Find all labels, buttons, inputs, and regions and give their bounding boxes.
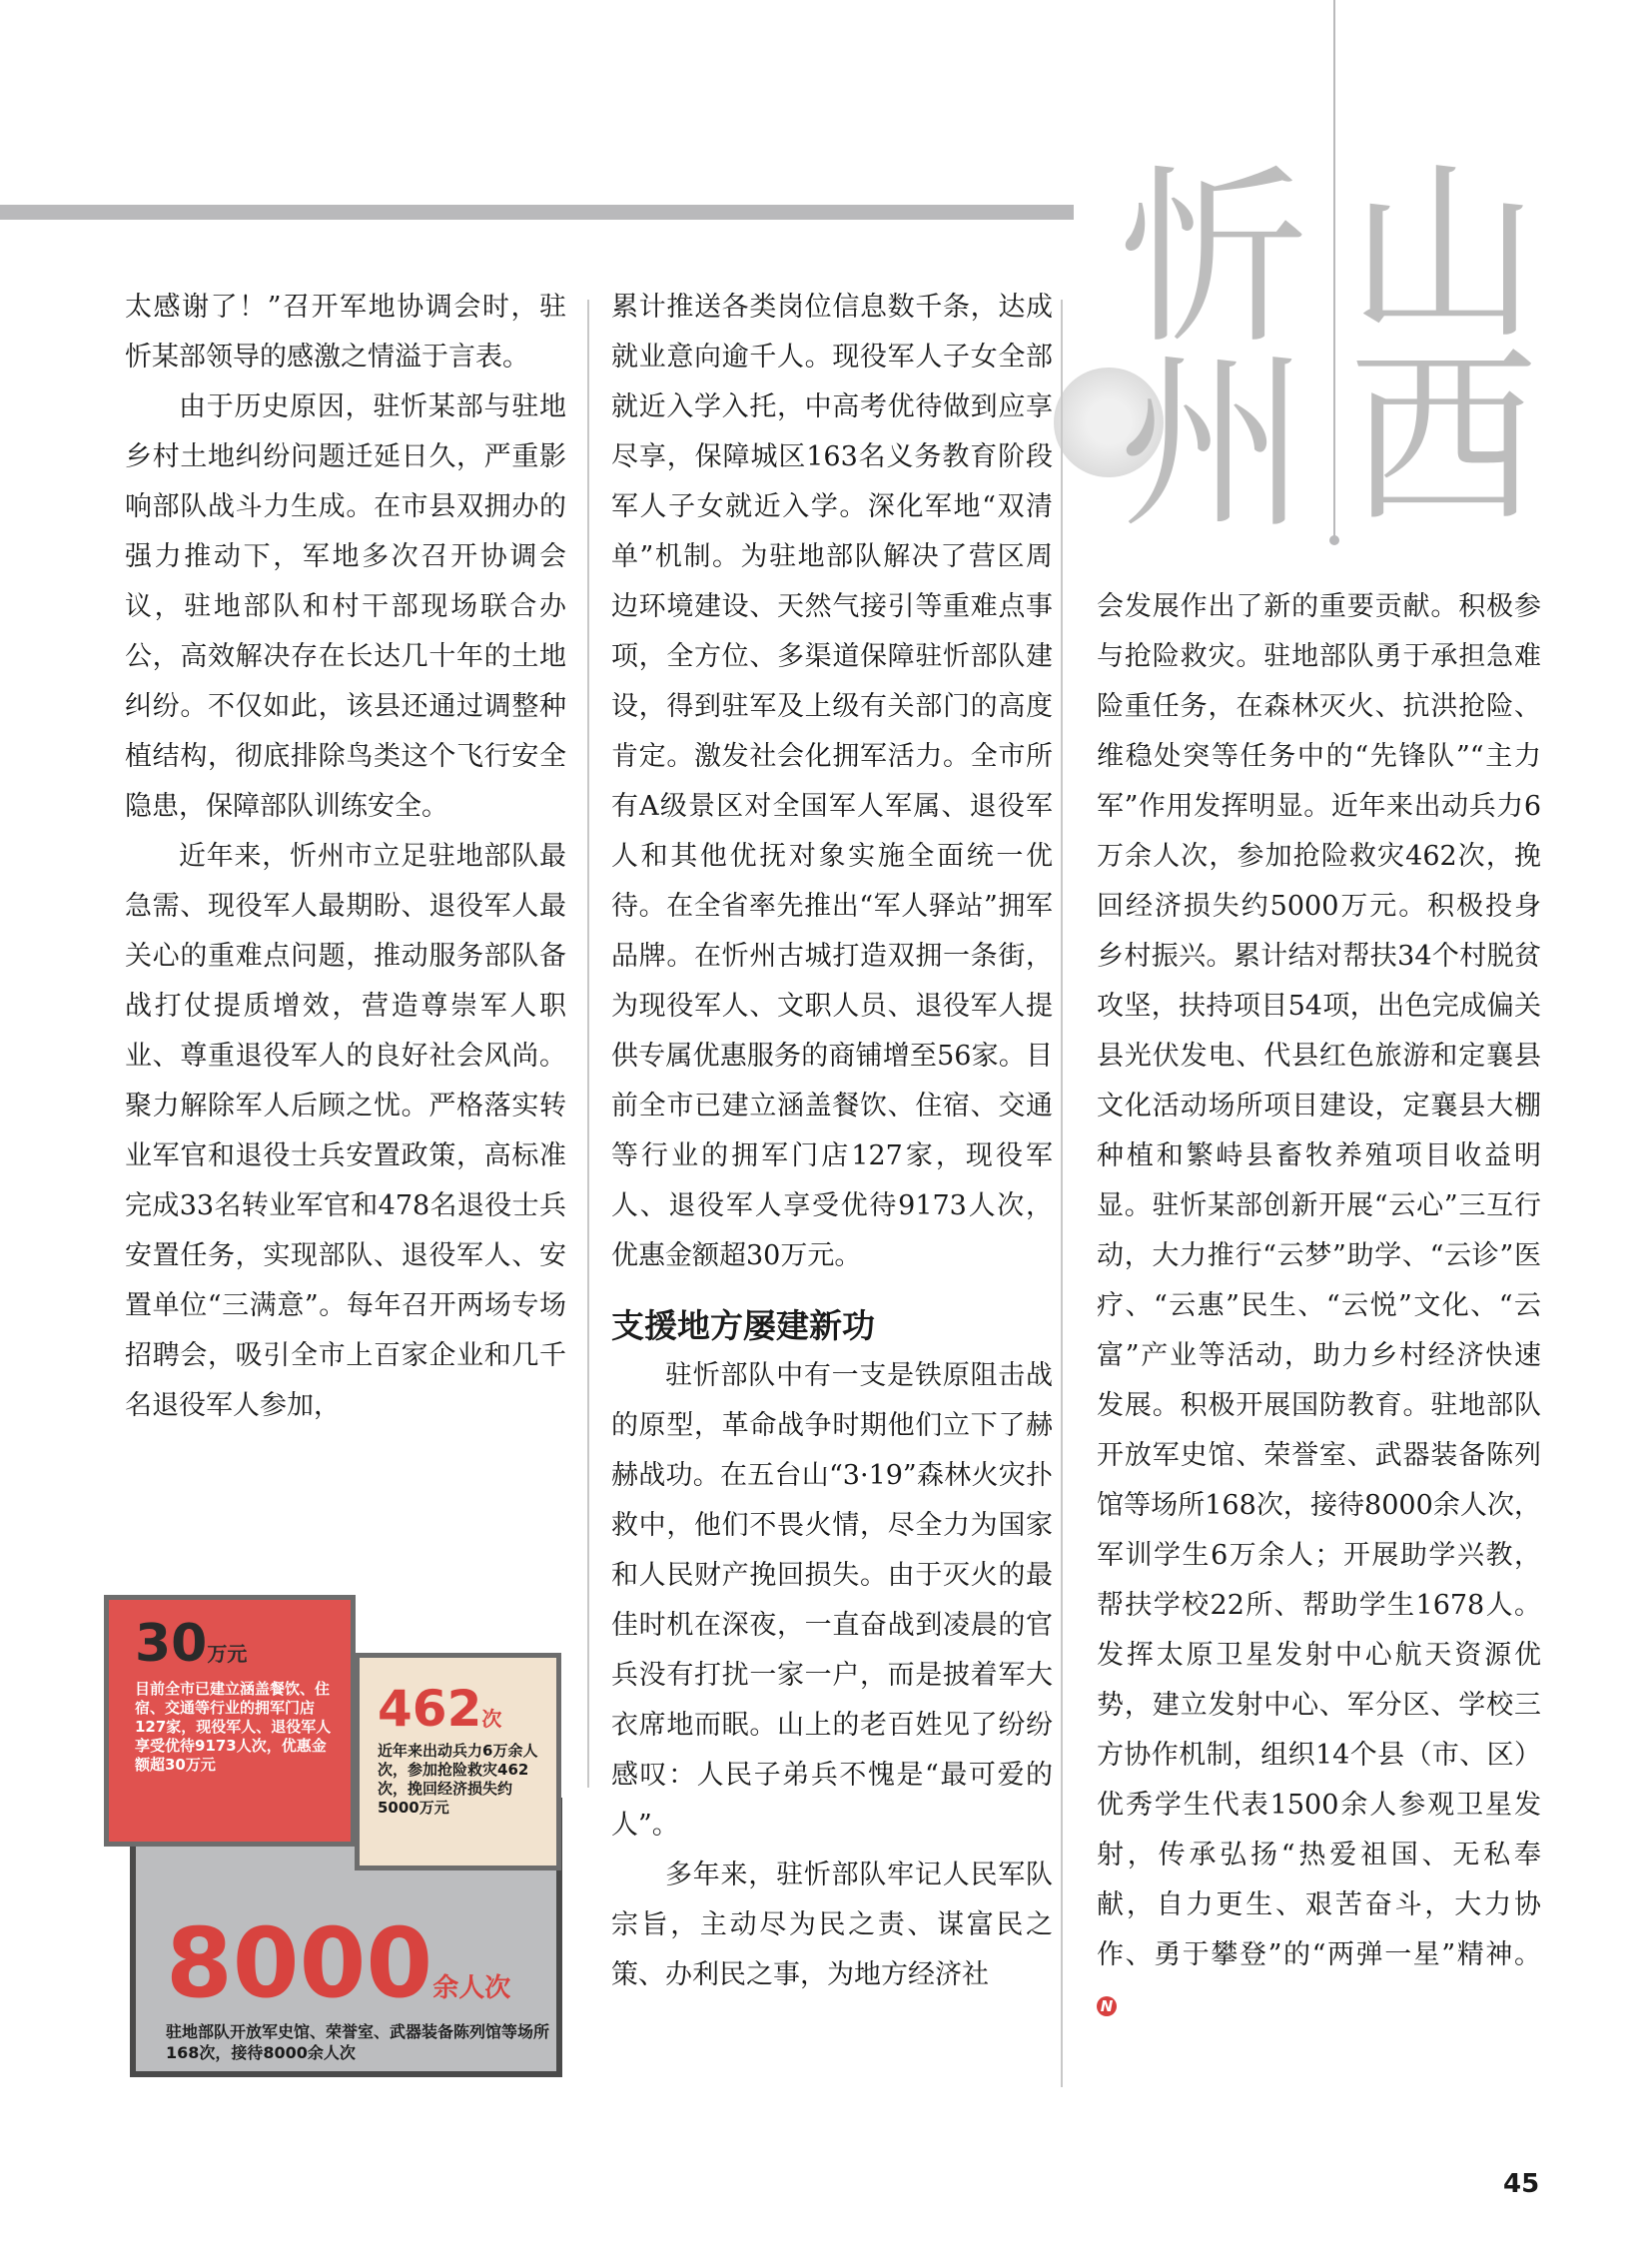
title-divider-dot [1329, 535, 1339, 545]
article-column-1 [125, 283, 566, 1431]
article-column-3 [1097, 582, 1541, 2030]
paragraph: 太感谢了！”召开军地协调会时，驻忻某部领导的感激之情溢于言表。 [125, 292, 566, 373]
paragraph [1097, 582, 1541, 2030]
paragraph: 由于历史原因，驻忻某部与驻地乡村土地纠纷问题迁延日久，严重影响部队战斗力生成。在市县双拥办的强力推动下，军地多次召开协调会议，驻地部队和村干部现场联合办公，高效解决存在长达几十年的土地纠纷。不仅如此，该县还通过调整种植结构，彻底排除鸟类这个飞行安全隐患，保障部队训练安全。 [125, 391, 566, 822]
paragraph: 多年来，驻忻部队牢记人民军队宗旨，主动尽为民之责、谋富民之策、办利民之事，为地方经济社 [611, 1860, 1053, 1990]
title-char-shan: 山 [1348, 144, 1539, 365]
stat-unit: 万元 [207, 1642, 248, 1666]
stat-caption: 驻地部队开放军史馆、荣誉室、武器装备陈列馆等场所168次，接待8000余人次 [166, 2022, 550, 2062]
stat-caption: 目前全市已建立涵盖餐饮、住宿、交通等行业的拥军门店127家，现役军人、退役军人享受优待9173人次，优惠金额超30万元 [135, 1680, 332, 1774]
title-char-zhou: 州 [1119, 334, 1309, 554]
column-divider-2 [1061, 300, 1063, 2087]
title-divider-line [1333, 0, 1335, 539]
stat-unit: 余人次 [432, 1973, 511, 2003]
stat-unit: 次 [481, 1707, 502, 1731]
title-char-xin: 忻 [1119, 149, 1309, 370]
header-rule [0, 205, 1074, 220]
stat-caption: 近年来出动兵力6万余人次，参加抢险救灾462次，挽回经济损失约5000万元 [378, 1742, 538, 1817]
paragraph: 近年来，忻州市立足驻地部队最急需、现役军人最期盼、退役军人最关心的重难点问题，推动服务部队备战打仗提质增效，营造尊崇军人职业、尊重退役军人的良好社会风尚。聚力解除军人后顾之忧。严格落实转业军官和退役士兵安置政策，高标准完成33名转业军官和478名退役士兵安置任务，实现部队、退役军人、安置单位“三满意”。每年召开两场专场招聘会，吸引全市上百家企业和几千名退役军人参加， [125, 841, 566, 1421]
paragraph: 驻忻部队中有一支是铁原阻击战的原型，革命战争时期他们立下了赫赫战功。在五台山“3·19”森林火灾扑救中，他们不畏火情，尽全力为国家和人民财产挽回损失。由于灭火的最佳时机在深夜，一直奋战到凌晨的官兵没有打扰一家一户，而是披着军大衣席地而眠。山上的老百姓见了纷纷感叹：人民子弟兵不愧是“最可爱的人”。 [611, 1360, 1053, 1841]
column-divider-1 [587, 300, 589, 1788]
title-char-xi: 西 [1348, 329, 1539, 549]
end-mark-icon: N [1097, 1996, 1117, 2016]
paragraph-text: 会发展作出了新的重要贡献。积极参与抢险救灾。驻地部队勇于承担急难险重任务，在森林灭火、抗洪抢险、维稳处突等任务中的“先锋队”“主力军”作用发挥明显。近年来出动兵力6万余人次，参加抢险救灾462次，挽回经济损失约5000万元。积极投身乡村振兴。累计结对帮扶34个村脱贫攻坚，扶持项目54项，出色完成偏关县光伏发电、代县红色旅游和定襄县文化活动场所项目建设，定襄县大棚种植和繁峙县畜牧养殖项目收益明显。驻忻某部创新开展“云心”三互行动，大力推行“云梦”助学、“云诊”医疗、“云惠”民生、“云悦”文化、“云富”产业等活动，助力乡村经济快速发展。积极开展国防教育。驻地部队开放军史馆、荣誉室、武器装备陈列馆等场所168次，接待8000余人次，军训学生6万余人；开展助学兴教，帮扶学校22所、帮助学生1678人。发挥太原卫星发射中心航天资源优势，建立发射中心、军分区、学校三方协作机制，组织14个县（市、区）优秀学生代表1500余人参观卫星发射，传承弘扬“热爱祖国、无私奉献，自力更生、艰苦奋斗，大力协作、勇于攀登”的“两弹一星”精神。 [1097, 591, 1541, 1970]
page-number: 45 [1503, 2169, 1540, 2199]
section-heading: 支援地方屡建新功 [611, 1306, 875, 1345]
stat-number: 462 [378, 1680, 482, 1738]
stat-number: 30 [135, 1614, 208, 1674]
article-column-2 [611, 283, 1053, 2000]
stat-number: 8000 [166, 1907, 433, 2019]
paragraph: 累计推送各类岗位信息数千条，达成就业意向逾千人。现役军人子女全部就近入学入托，中高考优待做到应享尽享，保障城区163名义务教育阶段军人子女就近入学。深化军地“双清单”机制。为驻地部队解决了营区周边环境建设、天然气接引等重难点事项，全方位、多渠道保障驻忻部队建设，得到驻军及上级有关部门的高度肯定。激发社会化拥军活力。全市所有A级景区对全国军人军属、退役军人和其他优抚对象实施全面统一优待。在全省率先推出“军人驿站”拥军品牌。在忻州古城打造双拥一条街，为现役军人、文职人员、退役军人提供专属优惠服务的商铺增至56家。目前全市已建立涵盖餐饮、住宿、交通等行业的拥军门店127家，现役军人、退役军人享受优待9173人次，优惠金额超30万元。 [611, 292, 1053, 1271]
stat-box-discount [104, 1595, 356, 1847]
stat-box-rescue [355, 1653, 561, 1870]
